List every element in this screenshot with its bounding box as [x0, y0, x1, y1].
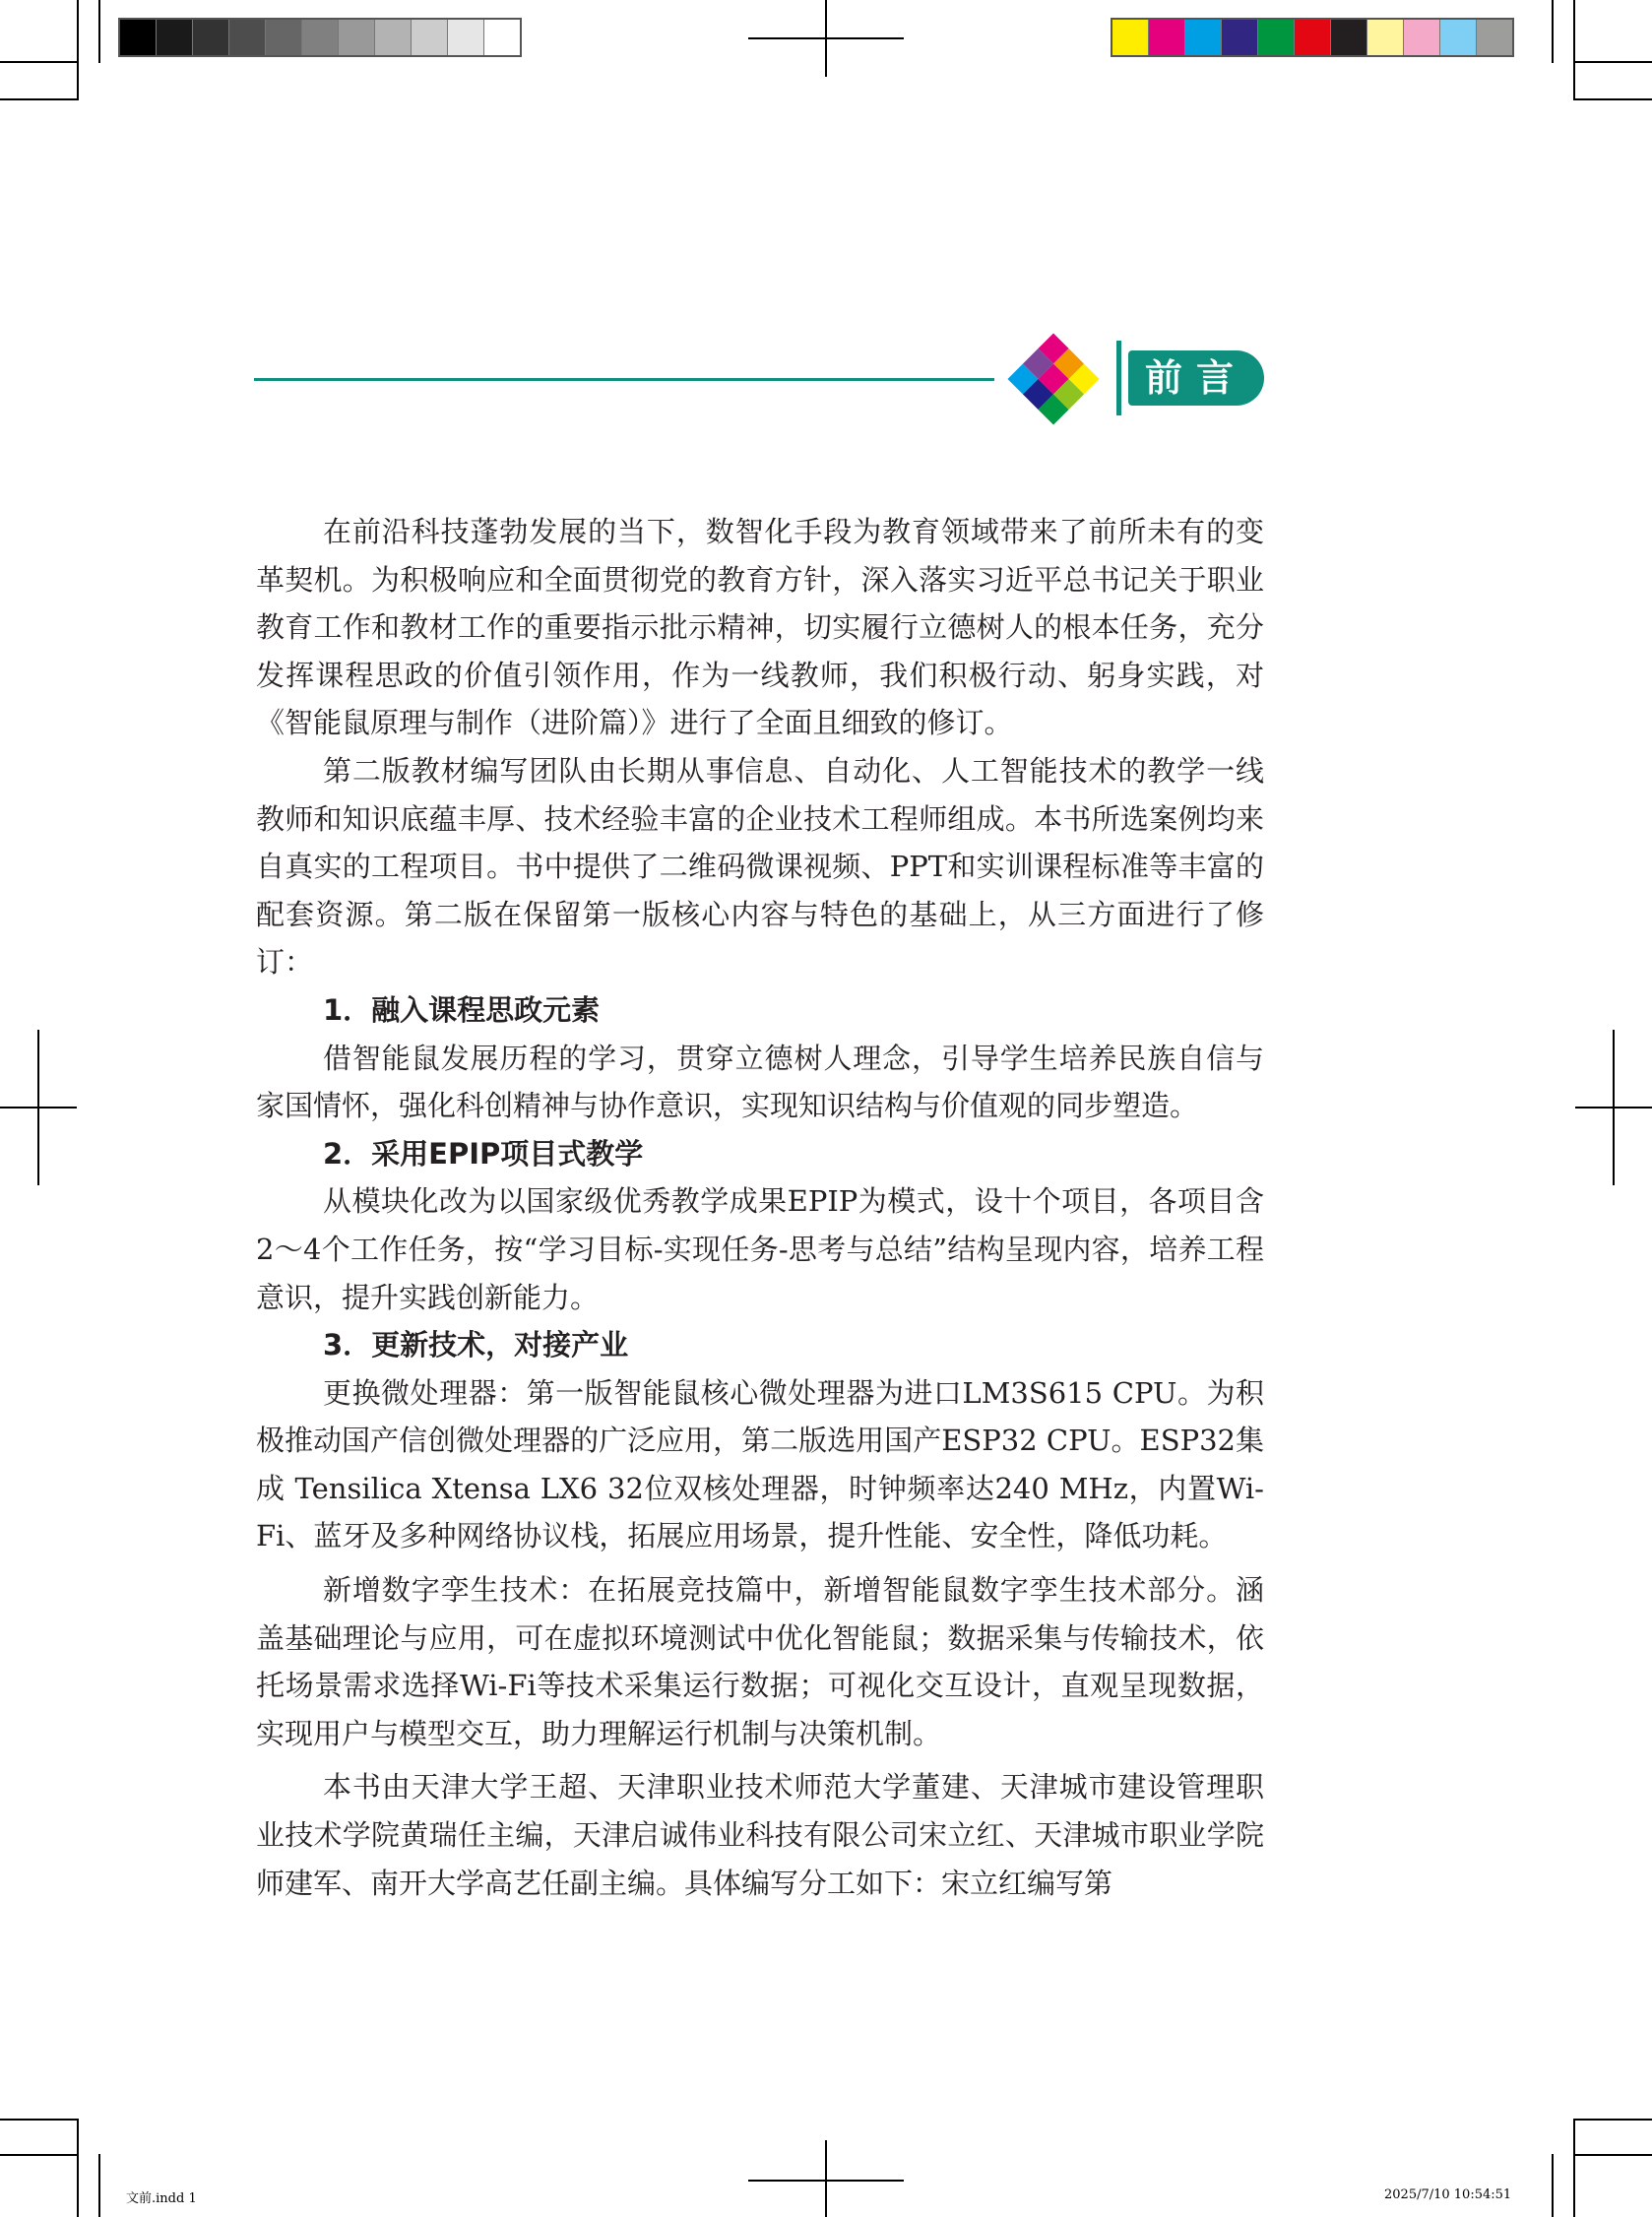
grayscale-calibration-bar: [118, 18, 522, 57]
paragraph: 新增数字孪生技术：在拓展竞技篇中，新增智能鼠数字孪生技术部分。涵盖基础理论与应用，可在虚拟环境测试中优化智能鼠；数据采集与传输技术，依托场景需求选择Wi-Fi等技术采集运行数据；可视化交互设计，直观呈现数据，实现用户与模型交互，助力理解运行机制与决策机制。: [256, 1573, 1264, 1750]
header-rule: [254, 378, 994, 381]
color-swatch: [1440, 20, 1477, 55]
section-heading: 2．采用EPIP项目式教学: [323, 1136, 644, 1171]
gray-swatch: [266, 20, 302, 55]
chapter-title: 前言: [1128, 350, 1264, 406]
gray-swatch: [193, 20, 229, 55]
paragraph: 第二版教材编写团队由长期从事信息、自动化、人工智能技术的教学一线教师和知识底蕴丰厚、技术经验丰富的企业技术工程师组成。本书所选案例均来自真实的工程项目。书中提供了二维码微课视频、PPT和实训课程标准等丰富的配套资源。第二版在保留第一版核心内容与特色的基础上，从三方面进行了修订：: [256, 753, 1264, 980]
color-swatch: [1477, 20, 1512, 55]
gray-swatch: [302, 20, 339, 55]
gray-swatch: [120, 20, 157, 55]
color-swatch: [1112, 20, 1149, 55]
color-swatch: [1404, 20, 1440, 55]
colorful-diamond-icon: [1007, 333, 1099, 424]
section-heading: 3．更新技术，对接产业: [323, 1328, 629, 1362]
gray-swatch: [448, 20, 484, 55]
header-vertical-bar: [1116, 341, 1121, 415]
gray-swatch: [229, 20, 266, 55]
color-calibration-bar: [1111, 18, 1514, 57]
color-swatch: [1222, 20, 1258, 55]
color-swatch: [1295, 20, 1331, 55]
color-swatch: [1367, 20, 1404, 55]
slug-timestamp: 2025/7/10 10:54:51: [1384, 2187, 1512, 2202]
gray-swatch: [375, 20, 412, 55]
slug-filename: 文前.indd 1: [126, 2191, 197, 2206]
preface-body: [256, 508, 1264, 1907]
paragraph: 本书由天津大学王超、天津职业技术师范大学董建、天津城市建设管理职业技术学院黄瑞任主编，天津启诚伟业科技有限公司宋立红、天津城市职业学院师建军、南开大学高艺任副主编。具体编写分工如下：宋立红编写第: [256, 1770, 1264, 1900]
color-swatch: [1258, 20, 1295, 55]
gray-swatch: [157, 20, 193, 55]
paragraph: 更换微处理器：第一版智能鼠核心微处理器为进口LM3S615 CPU。为积极推动国产信创微处理器的广泛应用，第二版选用国产ESP32 CPU。ESP32集成 Tensilica Xtensa LX6 32位双核处理器，时钟频率达240 MHz，内置Wi-Fi、蓝牙及多种网络协议栈，拓展应用场景，提升性能、安全性，降低功耗。: [256, 1375, 1264, 1553]
gray-swatch: [484, 20, 520, 55]
gray-swatch: [339, 20, 375, 55]
paragraph: 借智能鼠发展历程的学习，贯穿立德树人理念，引导学生培养民族自信与家国情怀，强化科创精神与协作意识，实现知识结构与价值观的同步塑造。: [256, 1041, 1264, 1123]
section-heading: 1．融入课程思政元素: [323, 992, 601, 1027]
color-swatch: [1331, 20, 1367, 55]
color-swatch: [1185, 20, 1222, 55]
color-swatch: [1149, 20, 1185, 55]
paragraph: 在前沿科技蓬勃发展的当下，数智化手段为教育领域带来了前所未有的变革契机。为积极响应和全面贯彻党的教育方针，深入落实习近平总书记关于职业教育工作和教材工作的重要指示批示精神，切实履行立德树人的根本任务，充分发挥课程思政的价值引领作用，作为一线教师，我们积极行动、躬身实践，对《智能鼠原理与制作（进阶篇）》进行了全面且细致的修订。: [256, 515, 1264, 740]
gray-swatch: [412, 20, 448, 55]
paragraph: 从模块化改为以国家级优秀教学成果EPIP为模式，设十个项目，各项目含2～4个工作任务，按“学习目标-实现任务-思考与总结”结构呈现内容，培养工程意识，提升实践创新能力。: [256, 1184, 1264, 1314]
